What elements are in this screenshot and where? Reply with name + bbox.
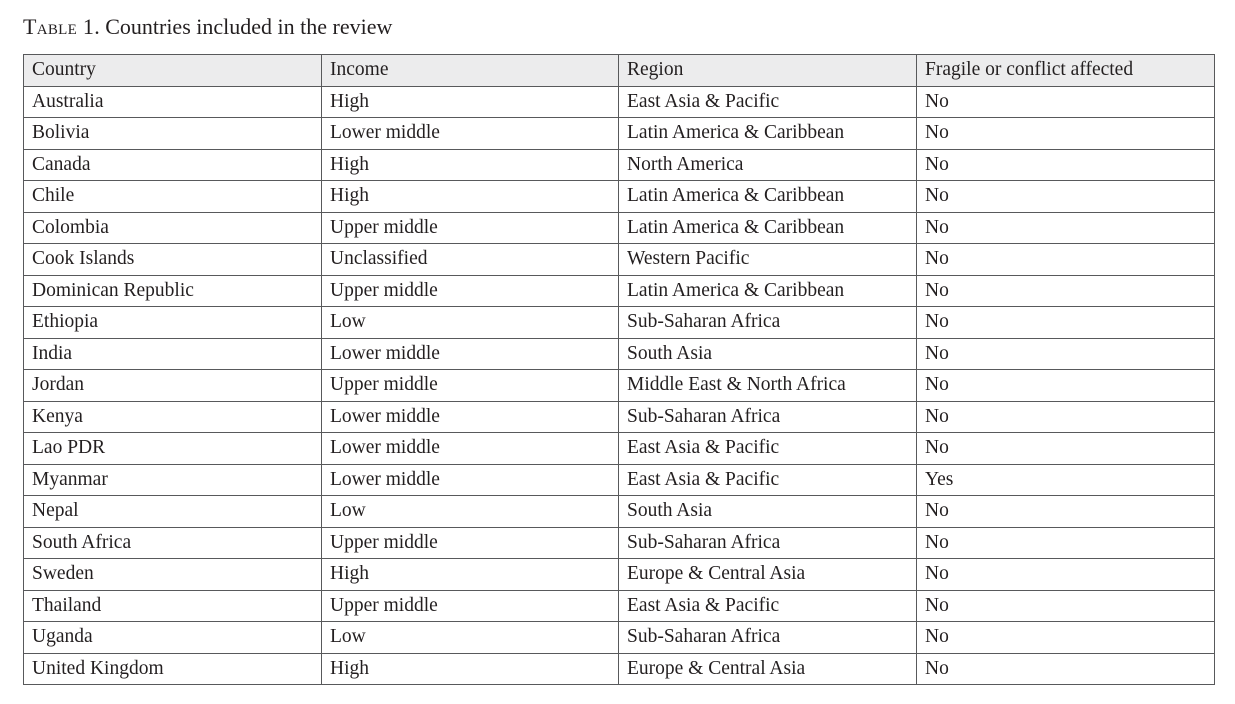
cell-income: High: [322, 149, 619, 181]
cell-country: Thailand: [24, 590, 322, 622]
cell-region: Europe & Central Asia: [619, 559, 917, 591]
cell-fragile: No: [917, 653, 1215, 685]
table-row: [24, 86, 1215, 118]
cell-region: East Asia & Pacific: [619, 464, 917, 496]
table-row: [24, 433, 1215, 465]
cell-fragile: No: [917, 244, 1215, 276]
cell-fragile: Yes: [917, 464, 1215, 496]
cell-region: Sub-Saharan Africa: [619, 527, 917, 559]
table-row: [24, 370, 1215, 402]
cell-region: Latin America & Caribbean: [619, 212, 917, 244]
cell-country: Sweden: [24, 559, 322, 591]
cell-region: Sub-Saharan Africa: [619, 622, 917, 654]
cell-country: Uganda: [24, 622, 322, 654]
cell-country: Nepal: [24, 496, 322, 528]
cell-country: Bolivia: [24, 118, 322, 150]
cell-income: High: [322, 559, 619, 591]
cell-income: Lower middle: [322, 433, 619, 465]
table-row: [24, 653, 1215, 685]
header-region: Region: [619, 55, 917, 87]
cell-fragile: No: [917, 496, 1215, 528]
table-row: [24, 244, 1215, 276]
table-row: [24, 464, 1215, 496]
cell-fragile: No: [917, 401, 1215, 433]
table-row: [24, 212, 1215, 244]
table-row: [24, 559, 1215, 591]
table-row: [24, 590, 1215, 622]
table-row: [24, 118, 1215, 150]
header-country: Country: [24, 55, 322, 87]
cell-fragile: No: [917, 212, 1215, 244]
header-row: [24, 55, 1215, 87]
cell-fragile: No: [917, 86, 1215, 118]
table-header: [24, 55, 1215, 87]
cell-country: India: [24, 338, 322, 370]
cell-income: Low: [322, 307, 619, 339]
cell-fragile: No: [917, 527, 1215, 559]
cell-country: Lao PDR: [24, 433, 322, 465]
table-row: [24, 275, 1215, 307]
cell-fragile: No: [917, 338, 1215, 370]
cell-country: Canada: [24, 149, 322, 181]
cell-region: East Asia & Pacific: [619, 433, 917, 465]
cell-country: Kenya: [24, 401, 322, 433]
table-caption-text: . Countries included in the review: [94, 14, 393, 39]
cell-region: Latin America & Caribbean: [619, 275, 917, 307]
cell-country: Ethiopia: [24, 307, 322, 339]
table-body: [24, 86, 1215, 685]
cell-income: Lower middle: [322, 401, 619, 433]
cell-country: Chile: [24, 181, 322, 213]
cell-income: Lower middle: [322, 464, 619, 496]
cell-country: South Africa: [24, 527, 322, 559]
cell-region: Latin America & Caribbean: [619, 181, 917, 213]
cell-country: United Kingdom: [24, 653, 322, 685]
cell-fragile: No: [917, 590, 1215, 622]
cell-country: Jordan: [24, 370, 322, 402]
cell-income: Upper middle: [322, 527, 619, 559]
cell-region: Europe & Central Asia: [619, 653, 917, 685]
header-income: Income: [322, 55, 619, 87]
cell-region: South Asia: [619, 338, 917, 370]
table-row: [24, 496, 1215, 528]
cell-region: Sub-Saharan Africa: [619, 307, 917, 339]
cell-fragile: No: [917, 149, 1215, 181]
cell-country: Colombia: [24, 212, 322, 244]
cell-fragile: No: [917, 275, 1215, 307]
table-caption: [23, 12, 392, 42]
table-row: [24, 181, 1215, 213]
cell-income: Upper middle: [322, 275, 619, 307]
cell-income: Upper middle: [322, 590, 619, 622]
cell-region: South Asia: [619, 496, 917, 528]
cell-region: East Asia & Pacific: [619, 86, 917, 118]
cell-fragile: No: [917, 307, 1215, 339]
cell-region: East Asia & Pacific: [619, 590, 917, 622]
cell-country: Dominican Republic: [24, 275, 322, 307]
cell-country: Australia: [24, 86, 322, 118]
cell-country: Cook Islands: [24, 244, 322, 276]
table-row: [24, 307, 1215, 339]
countries-table: [23, 54, 1215, 685]
cell-region: Western Pacific: [619, 244, 917, 276]
cell-income: Upper middle: [322, 370, 619, 402]
table-caption-label: Table 1: [23, 14, 95, 39]
cell-income: Low: [322, 622, 619, 654]
cell-region: Middle East & North Africa: [619, 370, 917, 402]
table-row: [24, 622, 1215, 654]
cell-income: High: [322, 653, 619, 685]
cell-income: Unclassified: [322, 244, 619, 276]
cell-income: Lower middle: [322, 118, 619, 150]
cell-fragile: No: [917, 559, 1215, 591]
header-fragile: Fragile or conflict affected: [917, 55, 1215, 87]
cell-country: Myanmar: [24, 464, 322, 496]
cell-fragile: No: [917, 181, 1215, 213]
cell-region: Sub-Saharan Africa: [619, 401, 917, 433]
cell-income: High: [322, 181, 619, 213]
cell-region: Latin America & Caribbean: [619, 118, 917, 150]
cell-fragile: No: [917, 370, 1215, 402]
table-row: [24, 149, 1215, 181]
cell-region: North America: [619, 149, 917, 181]
cell-fragile: No: [917, 118, 1215, 150]
table-row: [24, 401, 1215, 433]
cell-fragile: No: [917, 622, 1215, 654]
cell-income: Upper middle: [322, 212, 619, 244]
cell-income: Low: [322, 496, 619, 528]
cell-income: Lower middle: [322, 338, 619, 370]
table-row: [24, 527, 1215, 559]
cell-income: High: [322, 86, 619, 118]
table-row: [24, 338, 1215, 370]
cell-fragile: No: [917, 433, 1215, 465]
